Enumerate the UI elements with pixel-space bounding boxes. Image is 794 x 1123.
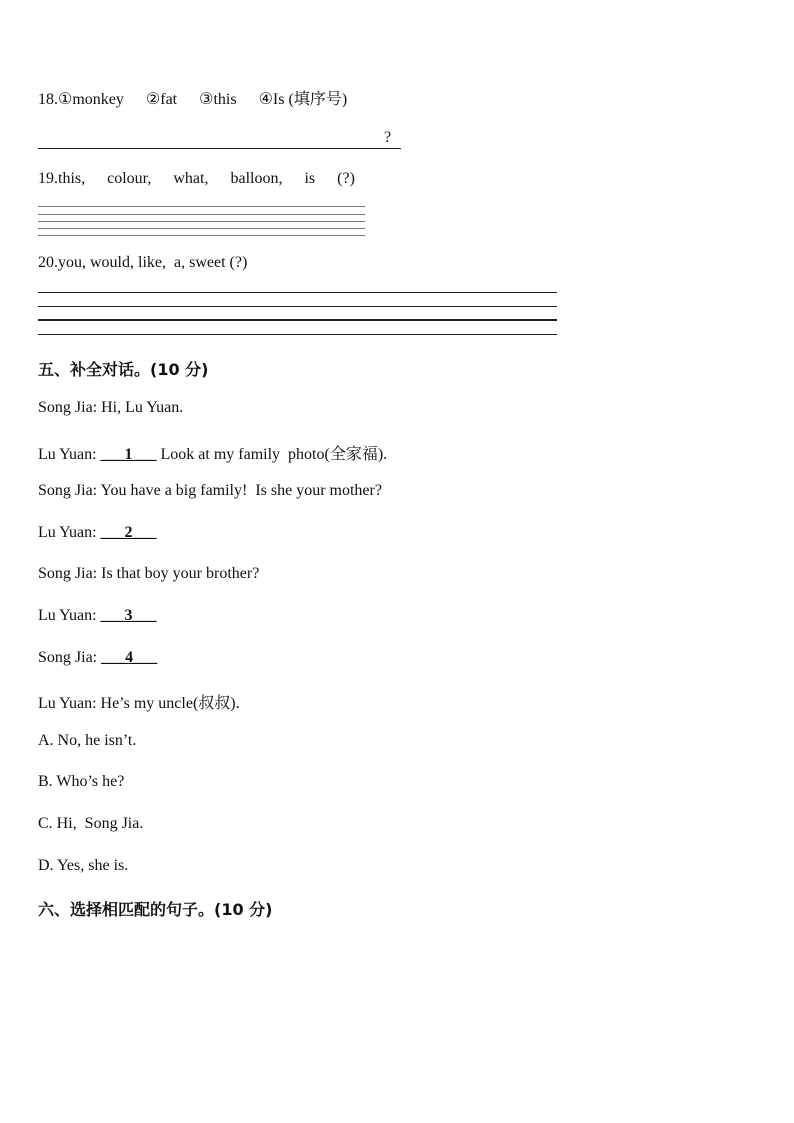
q19-word-2: colour, xyxy=(107,170,152,187)
q20-writing-line-3[interactable] xyxy=(38,319,557,321)
q20-writing-line-1[interactable] xyxy=(38,292,557,293)
dialogue-text: Hi, Lu Yuan. xyxy=(101,399,184,416)
q19-writing-line-2[interactable] xyxy=(38,214,365,215)
q19-writing-line-4[interactable] xyxy=(38,228,365,229)
q18-answer-line[interactable] xyxy=(38,148,401,149)
q18-word-3: ③this xyxy=(199,91,237,108)
blank-4[interactable]: ___4___ xyxy=(101,649,158,666)
q18-line xyxy=(38,86,347,109)
q18-question-mark: ? xyxy=(384,129,392,146)
q18-word-4: ④Is xyxy=(258,91,285,108)
blank-3[interactable]: ___3___ xyxy=(100,607,157,624)
q19-writing-line-1[interactable] xyxy=(38,206,365,207)
blank-1[interactable]: ___1___ xyxy=(100,446,157,463)
dialogue-speaker: Song Jia: xyxy=(38,482,98,499)
dialogue-speaker: Lu Yuan: xyxy=(38,524,97,541)
section6-title: 六、选择相匹配的句子。(10 分) xyxy=(38,900,273,919)
q20-words: you, would, like, a, sweet (?) xyxy=(58,254,248,271)
q19-word-3: what, xyxy=(173,170,209,187)
q20-line xyxy=(38,254,247,272)
q19-writing-line-3[interactable] xyxy=(38,221,365,222)
dialogue-line-6 xyxy=(38,607,157,625)
q19-number: 19. xyxy=(38,170,58,187)
dialogue-line-8 xyxy=(38,690,240,713)
dialogue-speaker: Song Jia: xyxy=(38,399,98,416)
dialogue-speaker: Lu Yuan: xyxy=(38,695,97,712)
q19-word-1: this, xyxy=(58,170,86,187)
dialogue-text: Look at my family photo(全家福). xyxy=(160,446,388,463)
dialogue-line-3 xyxy=(38,482,382,500)
option-c: C. Hi, Song Jia. xyxy=(38,815,144,832)
blank-2[interactable]: ___2___ xyxy=(100,524,157,541)
option-d: D. Yes, she is. xyxy=(38,857,129,874)
dialogue-text: You have a big family! Is she your mother? xyxy=(100,482,382,499)
q18-number: 18. xyxy=(38,91,58,108)
dialogue-speaker: Song Jia: xyxy=(38,565,98,582)
q19-word-6: (?) xyxy=(337,170,355,187)
q18-hint: (填序号) xyxy=(288,91,348,108)
dialogue-line-7 xyxy=(38,649,157,667)
q19-word-4: balloon, xyxy=(230,170,283,187)
dialogue-line-2 xyxy=(38,441,387,464)
section5-title: 五、补全对话。(10 分) xyxy=(38,360,209,379)
q20-writing-line-2[interactable] xyxy=(38,306,557,307)
dialogue-line-1 xyxy=(38,399,183,417)
dialogue-speaker: Lu Yuan: xyxy=(38,446,97,463)
option-b: B. Who’s he? xyxy=(38,773,125,790)
q18-word-2: ②fat xyxy=(145,91,178,108)
q20-writing-line-4[interactable] xyxy=(38,334,557,335)
dialogue-text: He’s my uncle(叔叔). xyxy=(100,695,240,712)
q19-word-5: is xyxy=(304,170,316,187)
dialogue-speaker: Lu Yuan: xyxy=(38,607,97,624)
dialogue-line-5 xyxy=(38,565,259,583)
option-a: A. No, he isn’t. xyxy=(38,732,137,749)
q18-word-1: ①monkey xyxy=(58,91,124,108)
q20-number: 20. xyxy=(38,254,58,271)
dialogue-line-4 xyxy=(38,524,157,542)
q19-line xyxy=(38,170,355,188)
dialogue-text: Is that boy your brother? xyxy=(101,565,260,582)
q19-writing-line-5[interactable] xyxy=(38,235,365,236)
dialogue-speaker: Song Jia: xyxy=(38,649,98,666)
